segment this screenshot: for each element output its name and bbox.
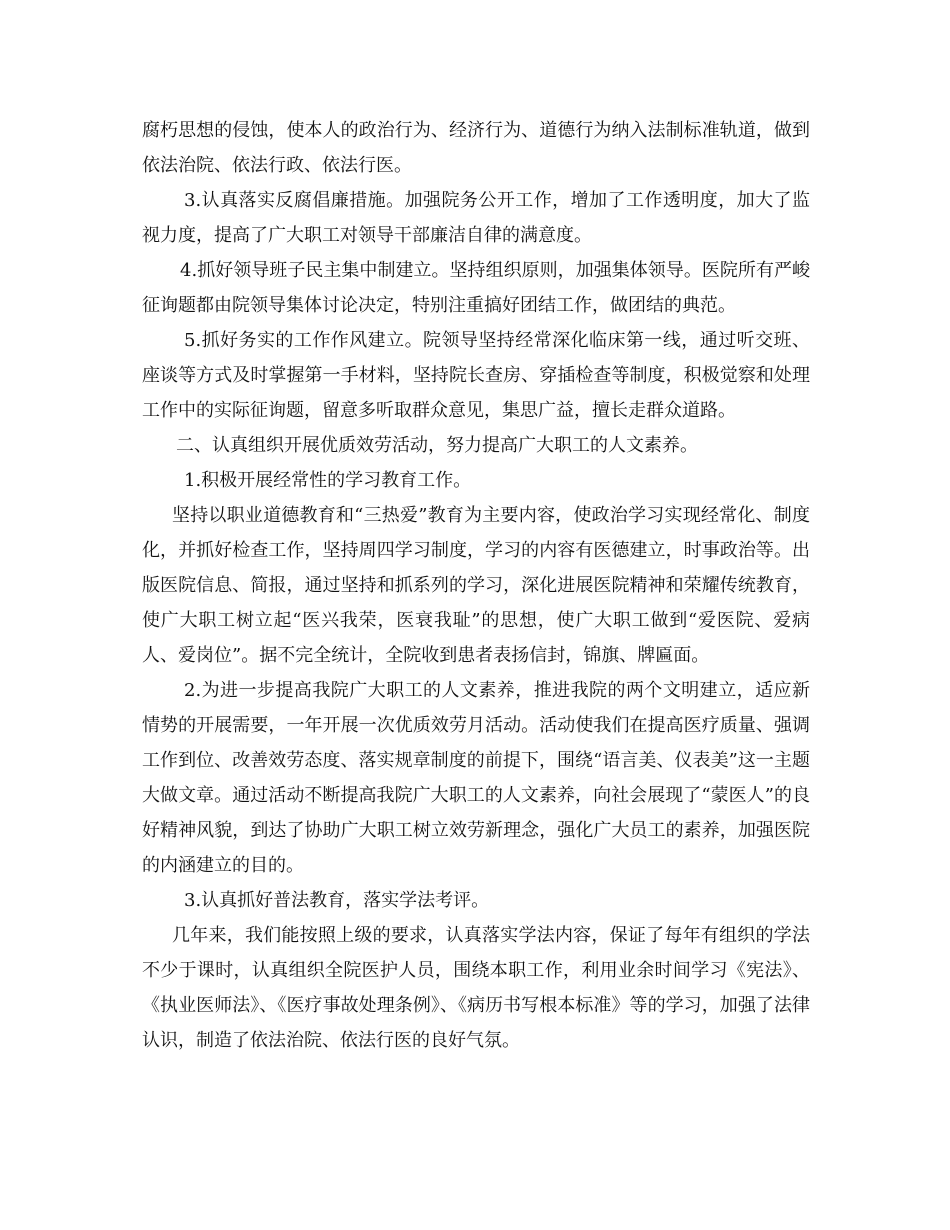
paragraph-item-5: 5.抓好务实的工作作风建立。院领导坚持经常深化临床第一线，通过听交班、座谈等方式及时掌握第一手材料，坚持院长查房、穿插检查等制度，积极觉察和处理工作中的实际征询题，留意多听取群众意见，集思广益，擅长走群众道路。 — [142, 330, 810, 421]
paragraph-item-3: 3.认真落实反腐倡廉措施。加强院务公开工作，增加了工作透明度，加大了监视力度，提高了广大职工对领导干部廉洁自律的满意度。 — [142, 190, 810, 246]
document-body — [142, 113, 810, 1058]
paragraph-item-4: 4.抓好领导班子民主集中制建立。坚持组织原则，加强集体领导。医院所有严峻征询题都由院领导集体讨论决定，特别注重搞好团结工作，做团结的典范。 — [142, 260, 810, 316]
subheading-1: 1.积极开展经常性的学习教育工作。 — [184, 470, 472, 491]
section-heading-2: 二、认真组织开展优质效劳活动，努力提高广大职工的人文素养。 — [176, 435, 698, 456]
paragraph-continuation: 腐朽思想的侵蚀，使本人的政治行为、经济行为、道德行为纳入法制标准轨道，做到依法治院、依法行政、依法行医。 — [142, 120, 810, 176]
paragraph-item-2: 2.为进一步提高我院广大职工的人文素养，推进我院的两个文明建立，适应新情势的开展需要，一年开展一次优质效劳月活动。活动使我们在提高医疗质量、强调工作到位、改善效劳态度、落实规章制度的前提下，围绕“语言美、仪表美”这一主题大做文章。通过活动不断提高我院广大职工的人文素养，向社会展现了“蒙医人”的良好精神风貌，到达了协助广大职工树立效劳新理念，强化广大员工的素养，加强医院的内涵建立的目的。 — [142, 680, 810, 876]
paragraph-law: 几年来，我们能按照上级的要求，认真落实学法内容，保证了每年有组织的学法不少于课时，认真组织全院医护人员，围绕本职工作，利用业余时间学习《宪法》、《执业医师法》、《医疗事故处理条例》、《病历书写根本标准》等的学习，加强了法律认识，制造了依法治院、依法行医的良好气氛。 — [142, 925, 810, 1051]
subheading-3: 3.认真抓好普法教育，落实学法考评。 — [184, 890, 490, 911]
paragraph-study: 坚持以职业道德教育和“三热爱”教育为主要内容，使政治学习实现经常化、制度化，并抓好检查工作，坚持周四学习制度，学习的内容有医德建立，时事政治等。出版医院信息、简报，通过坚持和抓系列的学习，深化进展医院精神和荣耀传统教育，使广大职工树立起“医兴我荣，医衰我耻”的思想，使广大职工做到“爱医院、爱病人、爱岗位”。据不完全统计，全院收到患者表扬信封，锦旗、牌匾面。 — [142, 505, 810, 666]
